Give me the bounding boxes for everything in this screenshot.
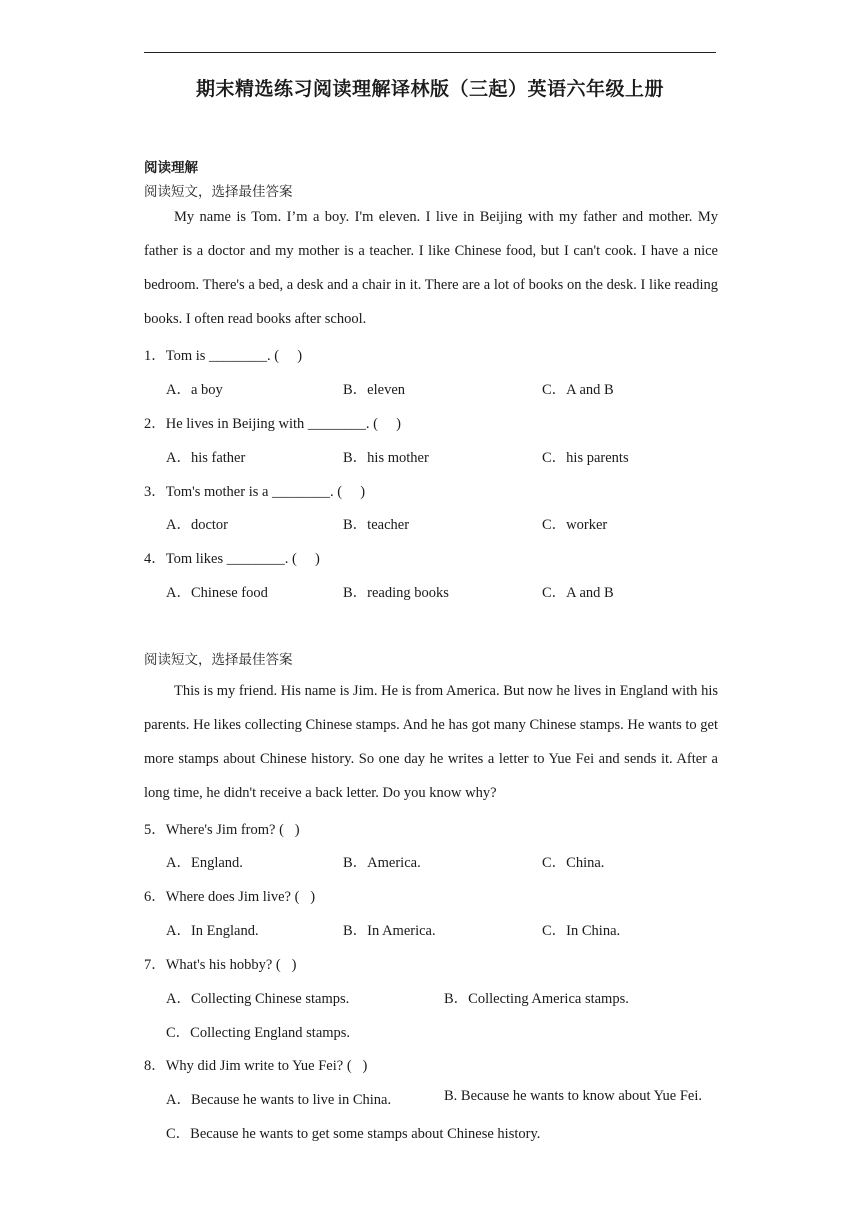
question-number: 8． [144, 1058, 166, 1074]
section-heading: 阅读理解 [144, 160, 198, 176]
question-6 [144, 885, 315, 906]
q7-option-c[interactable]: C．Collecting England stamps. [166, 1025, 351, 1041]
q4-option-a[interactable]: A．Chinese food [166, 585, 268, 601]
question-3 [144, 480, 365, 501]
question-text: Tom likes ________. ( ) [165, 551, 320, 567]
q7-option-b[interactable]: B．Collecting America stamps. [444, 991, 629, 1007]
passage-1-text: My name is Tom. I’m a boy. I'm eleven. I live in Beijing with my father and mother. My father is a doctor and my mother is a teacher. I like Chinese food, but I can't cook. I have a nice bedroom. There's a bed, a desk and a chair in it. There are a lot of books on the desk. I like reading books. I often read books after school. [144, 209, 718, 327]
question-number: 3． [144, 484, 166, 500]
q5-option-c[interactable]: C．China. [542, 855, 605, 871]
question-text: Where's Jim from? ( ) [165, 822, 300, 838]
q8-option-c[interactable]: C．Because he wants to get some stamps about Chinese history. [166, 1126, 541, 1142]
question-7 [144, 953, 296, 974]
question-4 [144, 547, 320, 568]
passage-2-instruction: 阅读短文，选择最佳答案 [144, 652, 293, 668]
q5-option-b[interactable]: B．America. [343, 855, 421, 871]
q6-option-b[interactable]: B．In America. [343, 923, 436, 939]
q5-option-a[interactable]: A．England. [166, 855, 243, 871]
question-5 [144, 818, 300, 839]
top-rule [144, 52, 716, 53]
q1-option-b[interactable]: B．eleven [343, 382, 406, 398]
q8-option-b[interactable]: B. Because he wants to know about Yue Fei. [444, 1088, 702, 1104]
q7-option-a[interactable]: A．Collecting Chinese stamps. [166, 991, 350, 1007]
q1-option-a[interactable]: A．a boy [166, 382, 223, 398]
q6-option-a[interactable]: A．In England. [166, 923, 259, 939]
question-number: 7． [144, 957, 166, 973]
q4-option-b[interactable]: B．reading books [343, 585, 449, 601]
q4-option-c[interactable]: C．A and B [542, 585, 614, 601]
page-title: 期末精选练习阅读理解译林版（三起）英语六年级上册 [195, 78, 664, 100]
question-text: Tom is ________. ( ) [165, 348, 303, 364]
passage-1-instruction: 阅读短文，选择最佳答案 [144, 184, 293, 200]
question-number: 2． [144, 416, 166, 432]
q2-option-b[interactable]: B．his mother [343, 450, 429, 466]
passage-2-text: This is my friend. His name is Jim. He is from America. But now he lives in England with his parents. He likes collecting Chinese stamps. And he has got many Chinese stamps. He wants to get more stamps about Chinese history. So one day he writes a letter to Yue Fei and sends it. After a long time, he didn't receive a back letter. Do you know why? [144, 683, 718, 801]
question-text: What's his hobby? ( ) [165, 957, 297, 973]
q2-option-c[interactable]: C．his parents [542, 450, 629, 466]
q2-option-a[interactable]: A．his father [166, 450, 246, 466]
question-8 [144, 1054, 367, 1075]
q1-option-c[interactable]: C．A and B [542, 382, 614, 398]
question-number: 6． [144, 889, 166, 905]
q8-option-a[interactable]: A．Because he wants to live in China. [166, 1092, 392, 1108]
question-text: Why did Jim write to Yue Fei? ( ) [165, 1058, 368, 1074]
question-text: Where does Jim live? ( ) [165, 889, 316, 905]
question-2 [144, 412, 401, 433]
question-number: 1． [144, 348, 166, 364]
q6-option-c[interactable]: C．In China. [542, 923, 621, 939]
question-1 [144, 344, 302, 365]
q3-option-a[interactable]: A．doctor [166, 517, 229, 533]
question-text: He lives in Beijing with ________. ( ) [165, 416, 401, 432]
q3-option-c[interactable]: C．worker [542, 517, 608, 533]
question-number: 4． [144, 551, 166, 567]
question-number: 5． [144, 822, 166, 838]
question-text: Tom's mother is a ________. ( ) [165, 484, 366, 500]
q3-option-b[interactable]: B．teacher [343, 517, 410, 533]
